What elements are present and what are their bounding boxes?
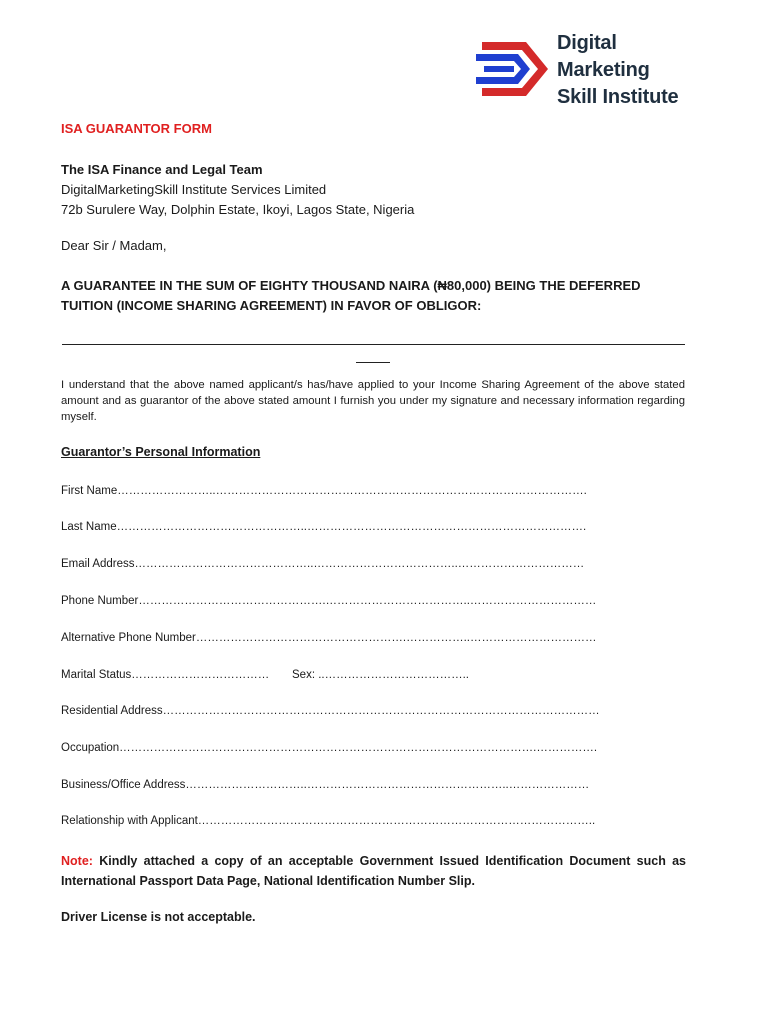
logo-line-2: Marketing (557, 59, 650, 81)
phone-field[interactable]: Phone Number………………………………………….………………………………..…………………………… (61, 595, 597, 607)
logo-line-1: Digital (557, 32, 617, 54)
addressee-block (61, 160, 414, 220)
alt-phone-field[interactable]: Alternative Phone Number……………………………………………….……………..…………………………… (61, 632, 597, 644)
office-address-field[interactable]: Business/Office Address…………………………..……………………………………………..………………… (61, 779, 590, 791)
obligor-name-line-continuation (356, 362, 390, 363)
logo-icon (472, 24, 552, 114)
addressee-address: 72b Surulere Way, Dolphin Estate, Ikoyi, Lagos State, Nigeria (61, 202, 415, 217)
marital-status-field[interactable]: Marital Status……………………………… (61, 669, 270, 681)
intro-paragraph: I understand that the above named applicant/s has/have applied to your Income Sharing Agreement of the above stated amount and as guarantor of the above stated amount I furnish you under my signature and necessary information regarding myself. (61, 379, 685, 423)
identification-note (61, 851, 686, 891)
driver-license-note: Driver License is not acceptable. (61, 910, 256, 924)
guarantee-statement: A GUARANTEE IN THE SUM OF EIGHTY THOUSAND NAIRA (₦80,000) BEING THE DEFERRED TUITION (INCOME SHARING AGREEMENT) IN FAVOR OF OBLIGOR: (61, 278, 641, 313)
obligor-name-line[interactable] (62, 344, 685, 345)
greeting: Dear Sir / Madam, (61, 238, 167, 253)
logo-line-3: Skill Institute (557, 86, 679, 108)
form-title: ISA GUARANTOR FORM (61, 121, 212, 136)
note-text: Kindly attached a copy of an acceptable Government Issued Identification Document such as International Passport Data Page, National Identification Number Slip. (61, 854, 686, 888)
occupation-field[interactable]: Occupation……………………………………………………………………………………………….……………. (61, 742, 598, 754)
last-name-field[interactable]: Last Name…………………………………………..………………………………………………………………. (61, 521, 587, 533)
first-name-field[interactable]: First Name……………………..……………………………………………………………………………………. (61, 485, 587, 497)
addressee-company: DigitalMarketingSkill Institute Services Limited (61, 182, 327, 197)
note-label: Note: (61, 854, 93, 868)
section-heading: Guarantor’s Personal Information (61, 445, 261, 459)
residential-address-field[interactable]: Residential Address…………………………………………………………………………………………………… (61, 705, 600, 717)
email-field[interactable]: Email Address………………………………………..………………………………..…………………………… (61, 558, 585, 570)
institute-logo (472, 24, 712, 114)
addressee-name: The ISA Finance and Legal Team (61, 162, 263, 177)
sex-field[interactable]: Sex: ..……………………………….. (292, 669, 469, 681)
relationship-field[interactable]: Relationship with Applicant………………………………………………………………………………………….. (61, 815, 596, 827)
